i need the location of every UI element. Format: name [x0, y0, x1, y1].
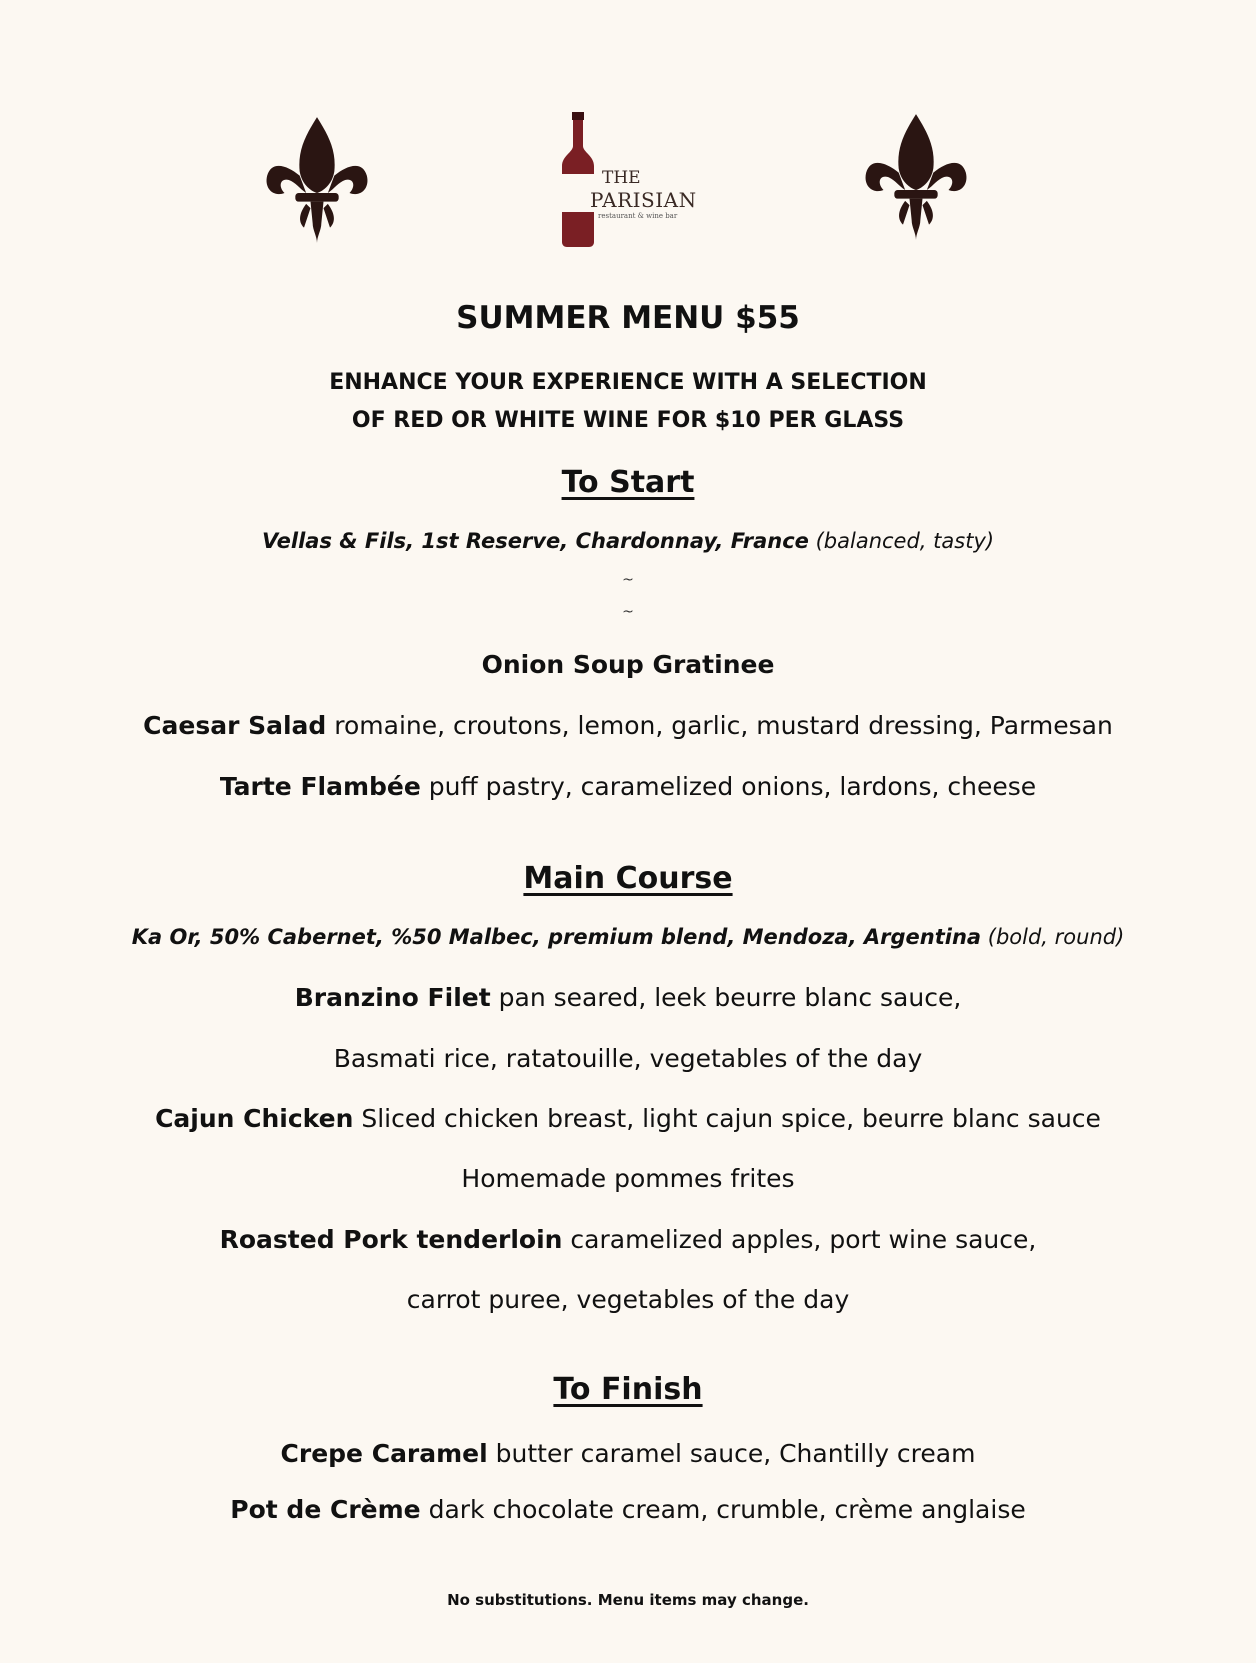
item-desc: caramelized apples, port wine sauce,: [562, 1225, 1037, 1254]
menu-item: [0, 1225, 1256, 1254]
menu-item: [0, 983, 1256, 1012]
item-name: Caesar Salad: [143, 711, 327, 740]
logo-the: THE: [602, 168, 641, 188]
menu-item: [0, 711, 1256, 740]
item-name: Crepe Caramel: [280, 1439, 488, 1468]
wine-name: Ka Or, 50% Cabernet, %50 Malbec, premium blend, Mendoza, Argentina: [131, 925, 982, 949]
item-name: Tarte Flambée: [219, 772, 421, 801]
item-desc: Sliced chicken breast, light cajun spice, beurre blanc sauce: [353, 1104, 1101, 1133]
menu-item: [0, 1495, 1256, 1524]
separator-tilde: ~: [622, 572, 634, 588]
item-name: Pot de Crème: [230, 1495, 421, 1524]
wine-pairing-main-course: [0, 925, 1256, 949]
menu-item: [0, 1104, 1256, 1133]
section-heading-to-start: To Start: [561, 465, 695, 500]
item-desc: butter caramel sauce, Chantilly cream: [487, 1439, 976, 1468]
logo-tagline: restaurant & wine bar: [598, 212, 678, 220]
item-desc: romaine, croutons, lemon, garlic, mustard dressing, Parmesan: [326, 711, 1113, 740]
item-desc: dark chocolate cream, crumble, crème anglaise: [420, 1495, 1026, 1524]
menu-item: [0, 1439, 1256, 1468]
menu-item-continuation: Basmati rice, ratatouille, vegetables of the day: [333, 1044, 923, 1073]
wine-offer-line-1: ENHANCE YOUR EXPERIENCE WITH A SELECTION: [329, 370, 927, 395]
wine-notes: (balanced, tasty): [815, 529, 995, 553]
menu-item-continuation: carrot puree, vegetables of the day: [406, 1285, 850, 1314]
item-name: Onion Soup Gratinee: [481, 650, 775, 679]
item-name: Roasted Pork tenderloin: [219, 1225, 563, 1254]
logo-name: PARISIAN: [590, 188, 697, 212]
wine-offer-line-2: OF RED OR WHITE WINE FOR $10 PER GLASS: [351, 408, 905, 433]
section-heading-to-finish: To Finish: [553, 1372, 703, 1407]
item-name: Branzino Filet: [294, 983, 491, 1012]
item-desc: pan seared, leek beurre blanc sauce,: [490, 983, 962, 1012]
fleur-de-lis-icon: [860, 112, 972, 242]
wine-notes: (bold, round): [987, 925, 1125, 949]
item-desc: puff pastry, caramelized onions, lardons, cheese: [420, 772, 1037, 801]
item-name: Cajun Chicken: [155, 1104, 354, 1133]
separator-tilde: ~: [622, 604, 634, 620]
fleur-de-lis-icon: [261, 115, 373, 245]
menu-item-continuation: Homemade pommes frites: [461, 1164, 795, 1193]
menu-item: [0, 650, 1256, 679]
section-heading-main-course: Main Course: [523, 861, 733, 896]
wine-name: Vellas & Fils, 1st Reserve, Chardonnay, France: [261, 529, 809, 553]
wine-pairing-to-start: [0, 529, 1256, 553]
menu-title: SUMMER MENU $55: [456, 300, 800, 336]
footer-note: No substitutions. Menu items may change.: [447, 1591, 809, 1609]
menu-item: [0, 772, 1256, 801]
